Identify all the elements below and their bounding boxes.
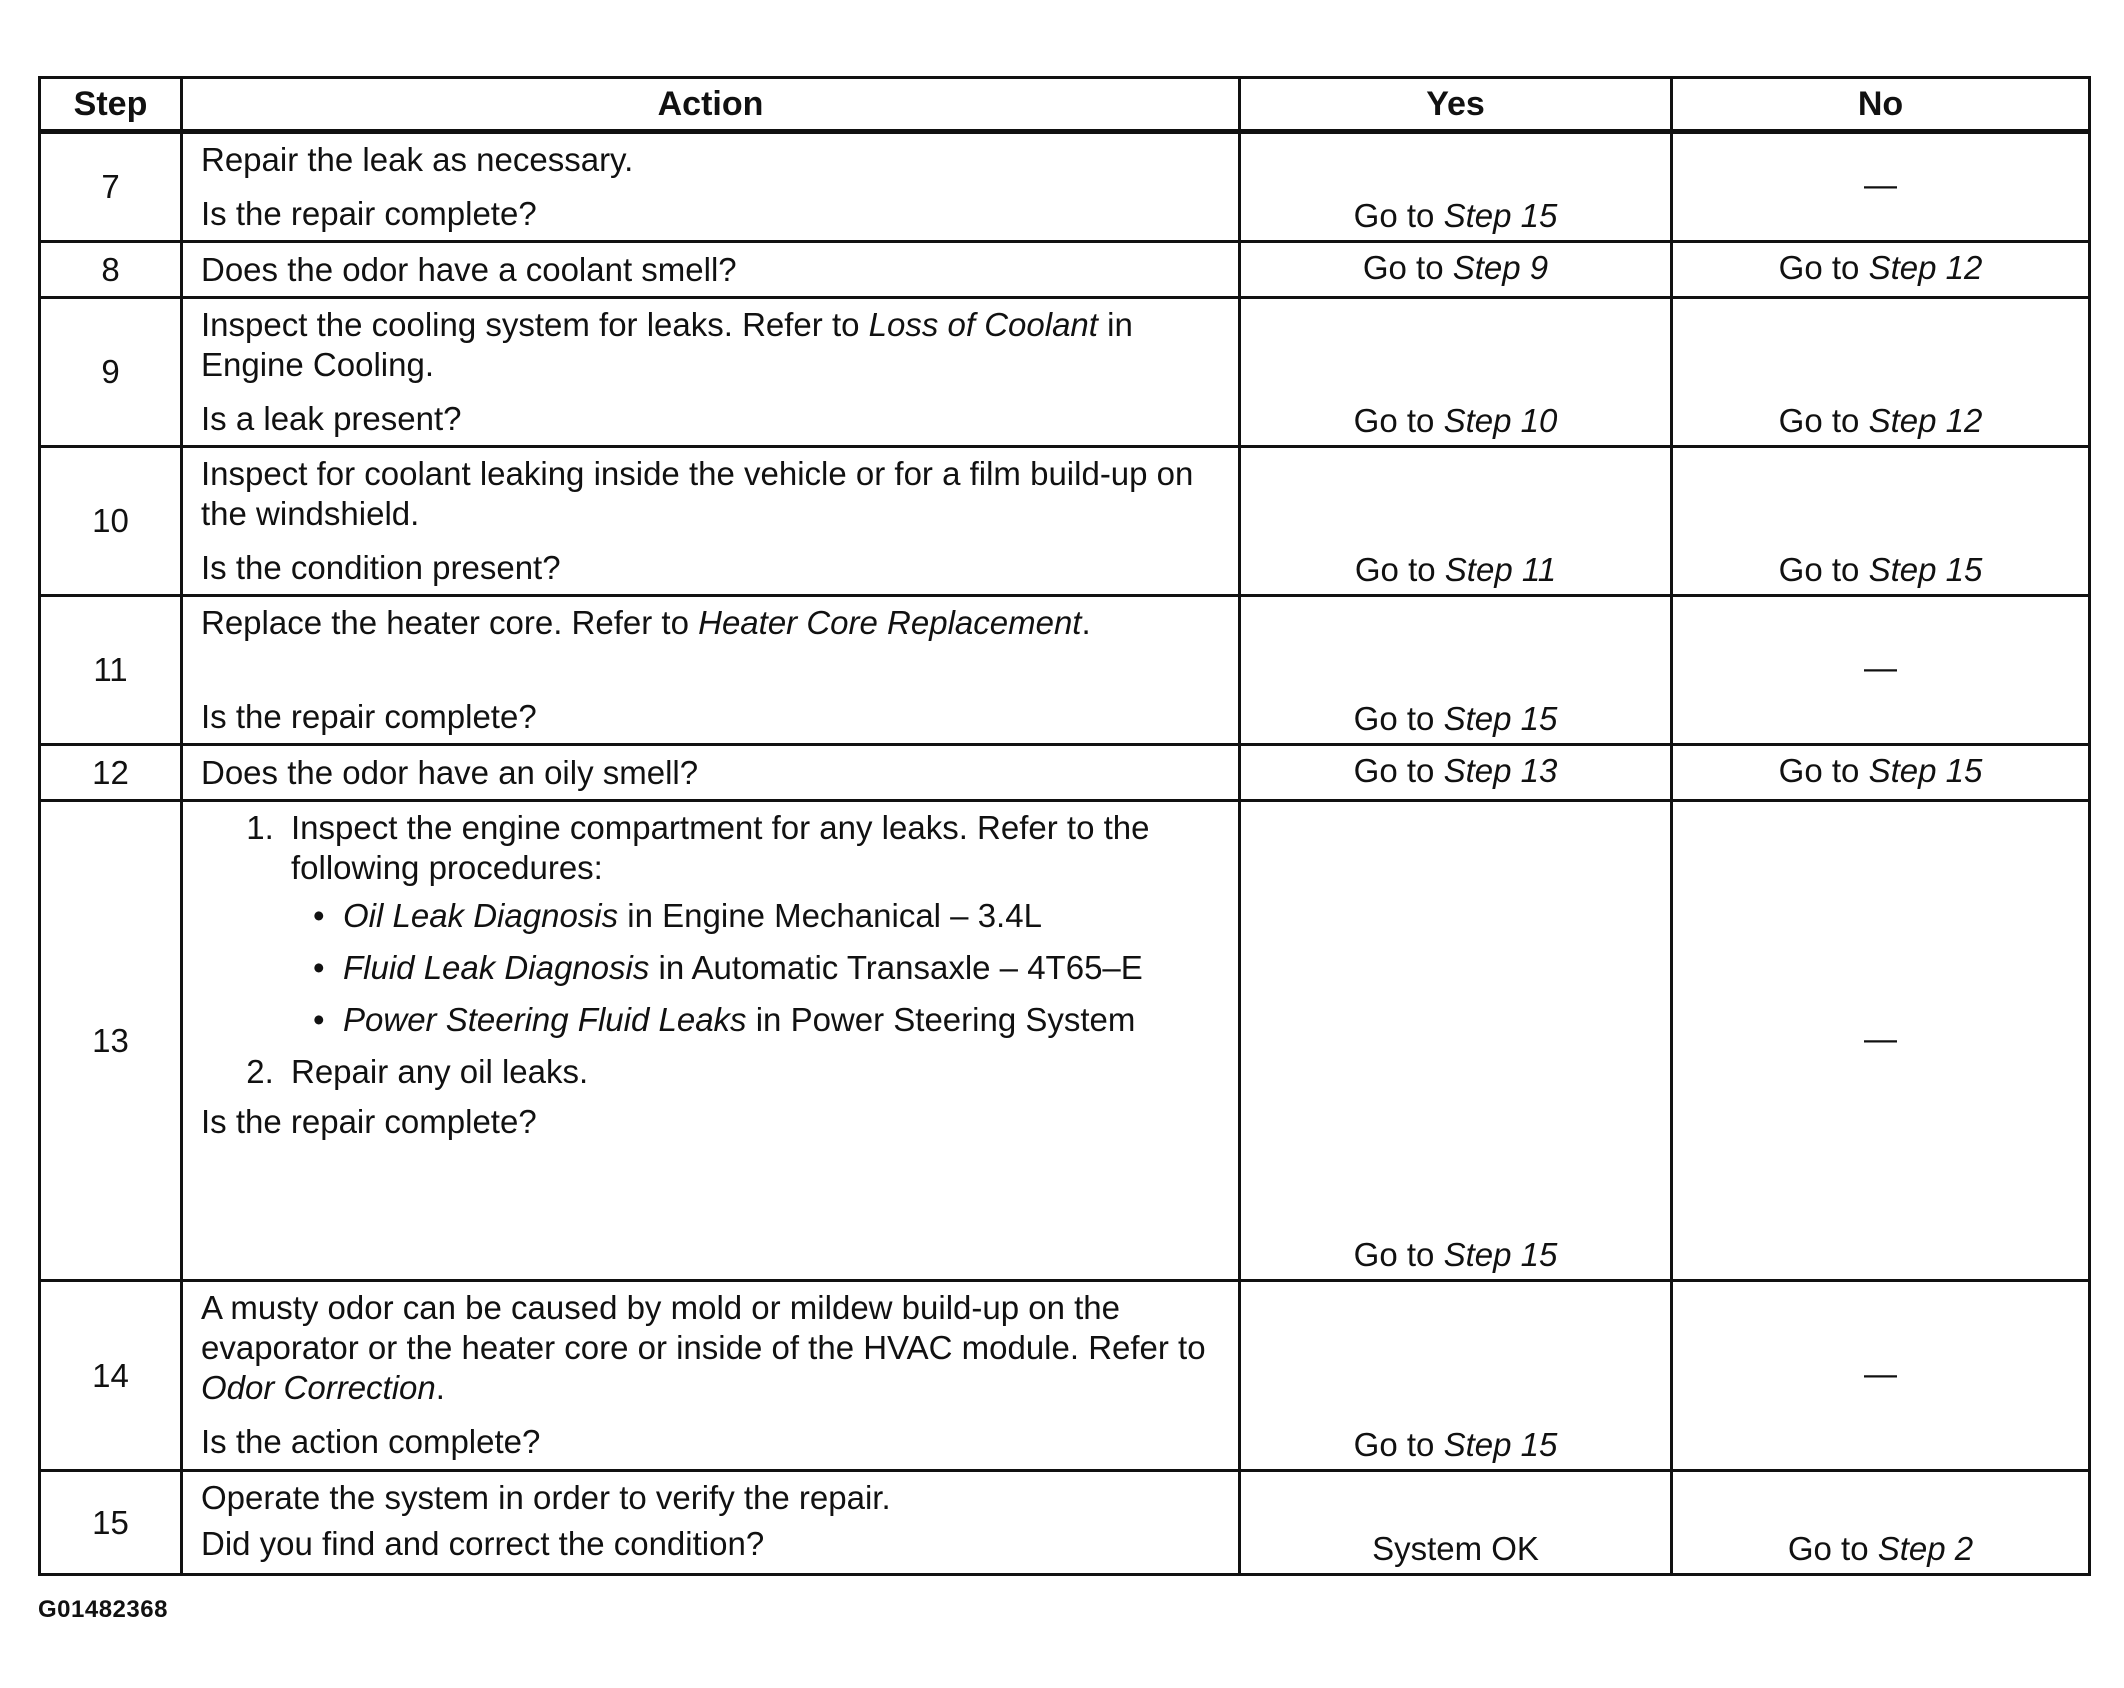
no-step-link[interactable]: Step 2 [1877,1530,1974,1567]
yes-cell [1240,801,1672,1281]
action-text: Inspect for coolant leaking inside the vehicle or for a film build-up on the windshield. [201,455,1194,532]
no-prefix: Go to [1778,402,1869,439]
yes-step-link[interactable]: Step 15 [1443,1236,1558,1273]
yes-prefix: Go to [1353,1426,1444,1463]
yes-prefix: Go to [1353,197,1444,234]
yes-step-link[interactable]: Step 13 [1443,751,1558,789]
step-number: 8 [40,242,182,298]
step-number: 9 [40,298,182,447]
action-cell [182,132,1240,242]
action-question: Does the odor have an oily smell? [201,753,699,791]
action-text [201,305,1220,385]
action-text: Repair the leak as necessary. [201,141,634,178]
reference-item [343,1000,1220,1040]
action-cell [182,1471,1240,1575]
no-step-link[interactable]: Step 12 [1868,402,1983,439]
step-number: 10 [40,447,182,596]
header-no: No [1672,78,2090,132]
action-cell [182,1281,1240,1471]
procedure-step [283,1052,1220,1092]
action-text: Operate the system in order to verify the repair. [201,1479,891,1516]
reference-item [343,896,1220,936]
yes-step-link[interactable]: Step 15 [1443,197,1558,234]
step-number: 11 [40,596,182,745]
table-row [40,447,2090,596]
no-cell [1672,447,2090,596]
procedure-text: Repair any oil leaks. [291,1053,589,1090]
step-number: 14 [40,1281,182,1471]
header-row [40,78,2090,132]
no-cell [1672,745,2090,801]
yes-cell [1240,745,1672,801]
reference-link[interactable]: Power Steering Fluid Leaks [343,1001,747,1038]
yes-step-link[interactable]: Step 9 [1452,248,1549,286]
yes-prefix: Go to [1362,248,1453,286]
action-text-part: Replace the heater core. Refer to [201,604,699,641]
no-step-link[interactable]: Step 15 [1868,551,1983,588]
reference-context: in Power Steering System [746,1001,1136,1038]
action-text-part: . [435,1369,445,1406]
reference-link[interactable]: Odor Correction [201,1369,436,1406]
no-prefix: Go to [1778,551,1869,588]
yes-step-link[interactable]: Step 11 [1444,551,1557,588]
no-prefix: Go to [1778,248,1869,286]
yes-prefix: Go to [1353,751,1444,789]
table-row [40,298,2090,447]
table-row [40,745,2090,801]
step-number: 13 [40,801,182,1281]
no-cell: — [1672,1281,2090,1471]
action-cell [182,242,1240,298]
no-cell: — [1672,596,2090,745]
action-cell [182,596,1240,745]
yes-prefix: Go to [1354,551,1445,588]
action-question: Is the repair complete? [201,1103,537,1140]
reference-link[interactable]: Heater Core Replacement [698,604,1082,641]
reference-list [291,896,1220,1040]
action-text-part: in Engine Cooling. [201,306,1133,383]
step-number: 15 [40,1471,182,1575]
action-question: Did you find and correct the condition? [201,1525,765,1562]
table-row [40,1471,2090,1575]
yes-prefix: Go to [1353,1236,1444,1273]
yes-cell [1240,447,1672,596]
action-cell [182,745,1240,801]
table-row [40,242,2090,298]
header-yes: Yes [1240,78,1672,132]
procedure-step [283,808,1220,1040]
no-cell: — [1672,801,2090,1281]
reference-link[interactable]: Loss of Coolant [868,306,1098,343]
yes-cell [1240,298,1672,447]
no-cell: — [1672,132,2090,242]
action-cell [182,447,1240,596]
no-cell [1672,298,2090,447]
yes-step-link[interactable]: Step 10 [1443,402,1558,439]
yes-cell [1240,132,1672,242]
reference-item [343,948,1220,988]
reference-link[interactable]: Fluid Leak Diagnosis [343,949,650,986]
action-text-part: . [1081,604,1091,641]
no-prefix: Go to [1787,1530,1878,1567]
action-question: Is the condition present? [201,549,561,586]
reference-context: in Automatic Transaxle – 4T65–E [649,949,1143,986]
header-action: Action [182,78,1240,132]
action-text-part: A musty odor can be caused by mold or mildew build-up on the evaporator or the heater core or inside of the HVAC module. Refer to [201,1289,1206,1366]
action-question: Is a leak present? [201,400,462,437]
yes-step-link[interactable]: Step 15 [1443,1426,1558,1463]
reference-context: in Engine Mechanical – 3.4L [618,897,1042,934]
action-text [201,1288,1220,1408]
yes-prefix: Go to [1353,700,1444,737]
action-text [201,603,1220,643]
yes-prefix: Go to [1353,402,1444,439]
figure-code: G01482368 [38,1596,168,1623]
table-row [40,1281,2090,1471]
table-row [40,596,2090,745]
yes-cell: System OK [1240,1471,1672,1575]
no-prefix: Go to [1778,751,1869,789]
diagnostic-table [38,76,2091,1576]
action-cell [182,298,1240,447]
no-step-link[interactable]: Step 15 [1868,751,1983,789]
step-number: 7 [40,132,182,242]
step-number: 12 [40,745,182,801]
no-cell [1672,1471,2090,1575]
action-question: Is the action complete? [201,1423,541,1460]
procedure-list [201,808,1220,1092]
procedure-text: Inspect the engine compartment for any leaks. Refer to the following procedures: [291,809,1150,886]
action-question: Is the repair complete? [201,698,537,735]
table-row [40,132,2090,242]
action-text-part: Inspect the cooling system for leaks. Refer to [201,306,869,343]
action-question: Is the repair complete? [201,195,537,232]
table-row [40,801,2090,1281]
yes-cell [1240,596,1672,745]
yes-step-link[interactable]: Step 15 [1443,700,1558,737]
reference-link[interactable]: Oil Leak Diagnosis [343,897,619,934]
no-cell [1672,242,2090,298]
header-step: Step [40,78,182,132]
action-question: Does the odor have a coolant smell? [201,250,737,288]
yes-cell [1240,242,1672,298]
no-step-link[interactable]: Step 12 [1868,248,1983,286]
action-cell [182,801,1240,1281]
yes-cell [1240,1281,1672,1471]
